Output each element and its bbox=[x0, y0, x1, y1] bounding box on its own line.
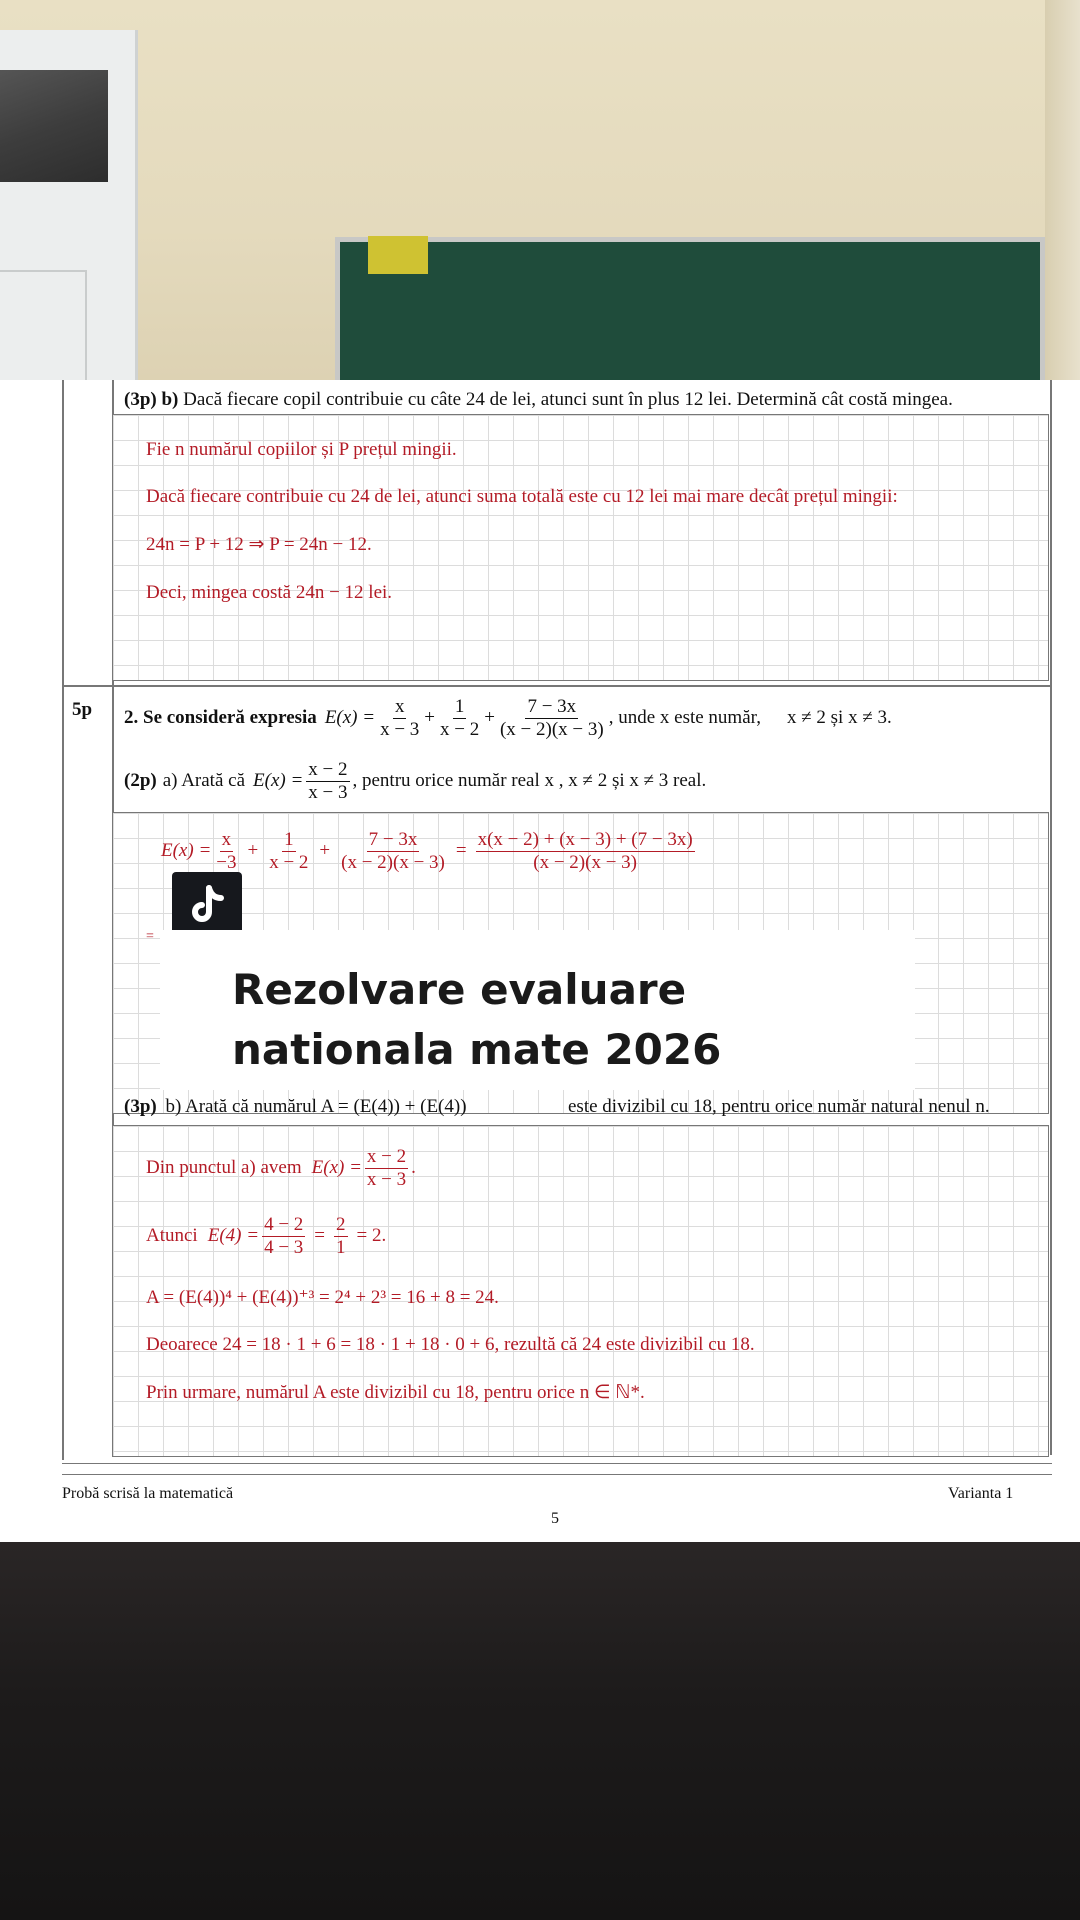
solution-grid-b bbox=[112, 414, 1049, 681]
expr-lhs: E(x) = bbox=[324, 707, 376, 728]
solution-a-lhs: E(x) = bbox=[161, 840, 212, 861]
chalkboard bbox=[335, 237, 1045, 380]
solution-a-frac-2-den: x − 2 bbox=[269, 851, 309, 873]
solution-b2-line-3: A = (E(4))⁴ + (E(4))⁺³ = 2⁴ + 2³ = 16 + 8 = 24. bbox=[146, 1287, 499, 1308]
fraction-1-num: x bbox=[394, 695, 405, 717]
problem-2-intro: 2. Se consideră expresia bbox=[124, 707, 317, 728]
footer-right: Varianta 1 bbox=[948, 1485, 1014, 1502]
fraction-1 bbox=[378, 696, 421, 741]
footer-left: Probă scrisă la matematică bbox=[62, 1485, 234, 1502]
solution-b2-l2-den-2: 1 bbox=[336, 1236, 346, 1258]
classroom-background bbox=[0, 0, 1080, 380]
solution-a-frac-2-num: 1 bbox=[284, 828, 294, 850]
fraction-2-den: x − 2 bbox=[440, 718, 480, 740]
fraction-3-den: (x − 2)(x − 3) bbox=[499, 718, 604, 740]
part-a-text: a) Arată că bbox=[162, 770, 246, 791]
solution-b2-line-1: Din punctul a) avem E(x) = $\frac{x - 2}{x - 3}$ . bbox=[146, 1145, 416, 1190]
solution-a-frac-3-den: (x − 2)(x − 3) bbox=[341, 851, 445, 873]
solution-a-frac-3 bbox=[339, 829, 447, 874]
solution-b-line-4: Deci, mingea costă 24n − 12 lei. bbox=[146, 582, 393, 603]
solution-a-frac-1 bbox=[214, 829, 238, 874]
part-b2-text-left: b) Arată că numărul A = (E(4)) + (E(4)) bbox=[165, 1096, 467, 1117]
caption-title: Rezolvare evaluare nationala mate 2026 bbox=[232, 965, 722, 1074]
solution-a-result-num: x(x − 2) + (x − 3) + (7 − 3x) bbox=[477, 828, 693, 850]
solution-b2-l1-num: x − 2 bbox=[366, 1145, 407, 1167]
page-number: 5 bbox=[551, 1510, 559, 1527]
fraction-1-den: x − 3 bbox=[380, 718, 420, 740]
solution-b2-l2-frac-2 bbox=[334, 1214, 348, 1259]
solution-a-eq-mark: = bbox=[146, 929, 154, 944]
solution-a-frac-3-num: 7 − 3x bbox=[368, 828, 418, 850]
footer-rule-2 bbox=[62, 1474, 1052, 1475]
part-b-text: Dacă fiecare copil contribuie cu câte 24 de lei, atunci sunt în plus 12 lei. Determină cât costă mingea. bbox=[183, 389, 953, 410]
solution-b2-l2-end: = 2. bbox=[356, 1225, 387, 1246]
door-panel bbox=[0, 270, 87, 380]
part-a-statement bbox=[124, 753, 706, 809]
solution-a-line-1: E(x) = $\frac{x}{-3}$ + $\frac{1}{x - 2}$ + $\frac{7 - 3x}{(x - 2)(x - 3)}$ = $\frac{x(x - 2) + (x - 3) + (7 - 3x)}{(x - 2)(x - 3)}$ bbox=[161, 828, 693, 873]
solution-b2-l2-frac-1 bbox=[262, 1214, 305, 1259]
solution-b2-l2-lhs: E(4) = bbox=[207, 1225, 260, 1246]
solution-a-frac-1-den: −3 bbox=[216, 851, 237, 873]
part-b-header bbox=[124, 388, 953, 412]
solution-b2-l2-num-2: 2 bbox=[336, 1213, 346, 1235]
solution-a-frac-2 bbox=[267, 829, 310, 874]
footer-rule-1 bbox=[62, 1463, 1052, 1464]
part-a-fraction bbox=[306, 759, 349, 804]
part-a-tail: , pentru orice număr real x , x ≠ 2 și x ≠ 3 real. bbox=[352, 770, 707, 791]
part-a-lhs: E(x) = bbox=[253, 770, 304, 791]
wall-edge bbox=[1045, 0, 1080, 380]
margin-line bbox=[62, 380, 64, 1460]
section-divider bbox=[62, 685, 1052, 687]
part-a-points: (2p) bbox=[124, 770, 157, 791]
problem-2-statement: 2. Se consideră expresia E(x) = $\frac{x}{x - 3}$ + $\frac{1}{x - 2}$ + $\frac{7 - 3x}{(x - 2)(x - 3)}$ , unde x este număr, x ≠ 2 și x ≠ 3. bbox=[124, 695, 892, 740]
fraction-2-num: 1 bbox=[454, 695, 465, 717]
solution-b2-l2-num-1: 4 − 2 bbox=[264, 1213, 304, 1235]
sticky-note bbox=[368, 236, 428, 274]
solution-b2-l2-den-1: 4 − 3 bbox=[264, 1236, 304, 1258]
solution-b2-line-2: Atunci E(4) = $\frac{4 - 2}{4 - 3}$ = $\frac{2}{1}$ = 2. bbox=[146, 1213, 387, 1258]
part-b2-points: (3p) bbox=[124, 1096, 157, 1117]
solution-b-line-1: Fie n numărul copiilor și P prețul mingii. bbox=[146, 439, 457, 460]
solution-b2-l1-text: Din punctul a) avem bbox=[146, 1157, 302, 1178]
solution-a-frac-1-num: x bbox=[221, 828, 232, 850]
part-b-points: (3p) bbox=[124, 389, 157, 410]
right-line bbox=[1050, 380, 1052, 1455]
solution-b2-l2-text: Atunci bbox=[146, 1225, 198, 1246]
part-b2-text-right: este divizibil cu 18, pentru orice număr natural nenul n. bbox=[568, 1096, 990, 1117]
bottom-dark-area bbox=[0, 1542, 1080, 1920]
fraction-2 bbox=[438, 696, 481, 741]
part-b2-statement bbox=[124, 1095, 467, 1119]
solution-b2-l1-den: x − 3 bbox=[366, 1168, 407, 1190]
part-a-num: x − 2 bbox=[308, 758, 348, 780]
part-a-den: x − 3 bbox=[308, 781, 348, 803]
part-b-letter: b) bbox=[161, 389, 179, 410]
solution-b-line-2: Dacă fiecare contribuie cu 24 de lei, atunci suma totală este cu 12 lei mai mare decât prețul mingii: bbox=[146, 486, 898, 507]
conditions: x ≠ 2 și x ≠ 3. bbox=[786, 707, 892, 728]
solution-b2-l1-lhs: E(x) = bbox=[311, 1157, 362, 1178]
caption-overlay bbox=[160, 930, 915, 1090]
solution-a-result bbox=[476, 829, 695, 874]
expr-tail: , unde x este număr, bbox=[608, 707, 761, 728]
door-window bbox=[0, 70, 108, 182]
solution-b2-l1-frac bbox=[365, 1146, 408, 1191]
solution-grid-b2 bbox=[112, 1125, 1049, 1457]
solution-b-line-3: 24n = P + 12 ⇒ P = 24n − 12. bbox=[146, 534, 372, 555]
solution-b2-line-5: Prin urmare, numărul A este divizibil cu 18, pentru orice n ∈ ℕ*. bbox=[146, 1382, 645, 1403]
solution-a-result-den: (x − 2)(x − 3) bbox=[533, 851, 637, 873]
solution-b2-line-4: Deoarece 24 = 18 · 1 + 6 = 18 · 1 + 18 · 0 + 6, rezultă că 24 este divizibil cu 18. bbox=[146, 1334, 755, 1355]
points-5p: 5p bbox=[72, 699, 93, 720]
fraction-3 bbox=[498, 696, 606, 741]
fraction-3-num: 7 − 3x bbox=[527, 695, 577, 717]
door bbox=[0, 30, 138, 380]
